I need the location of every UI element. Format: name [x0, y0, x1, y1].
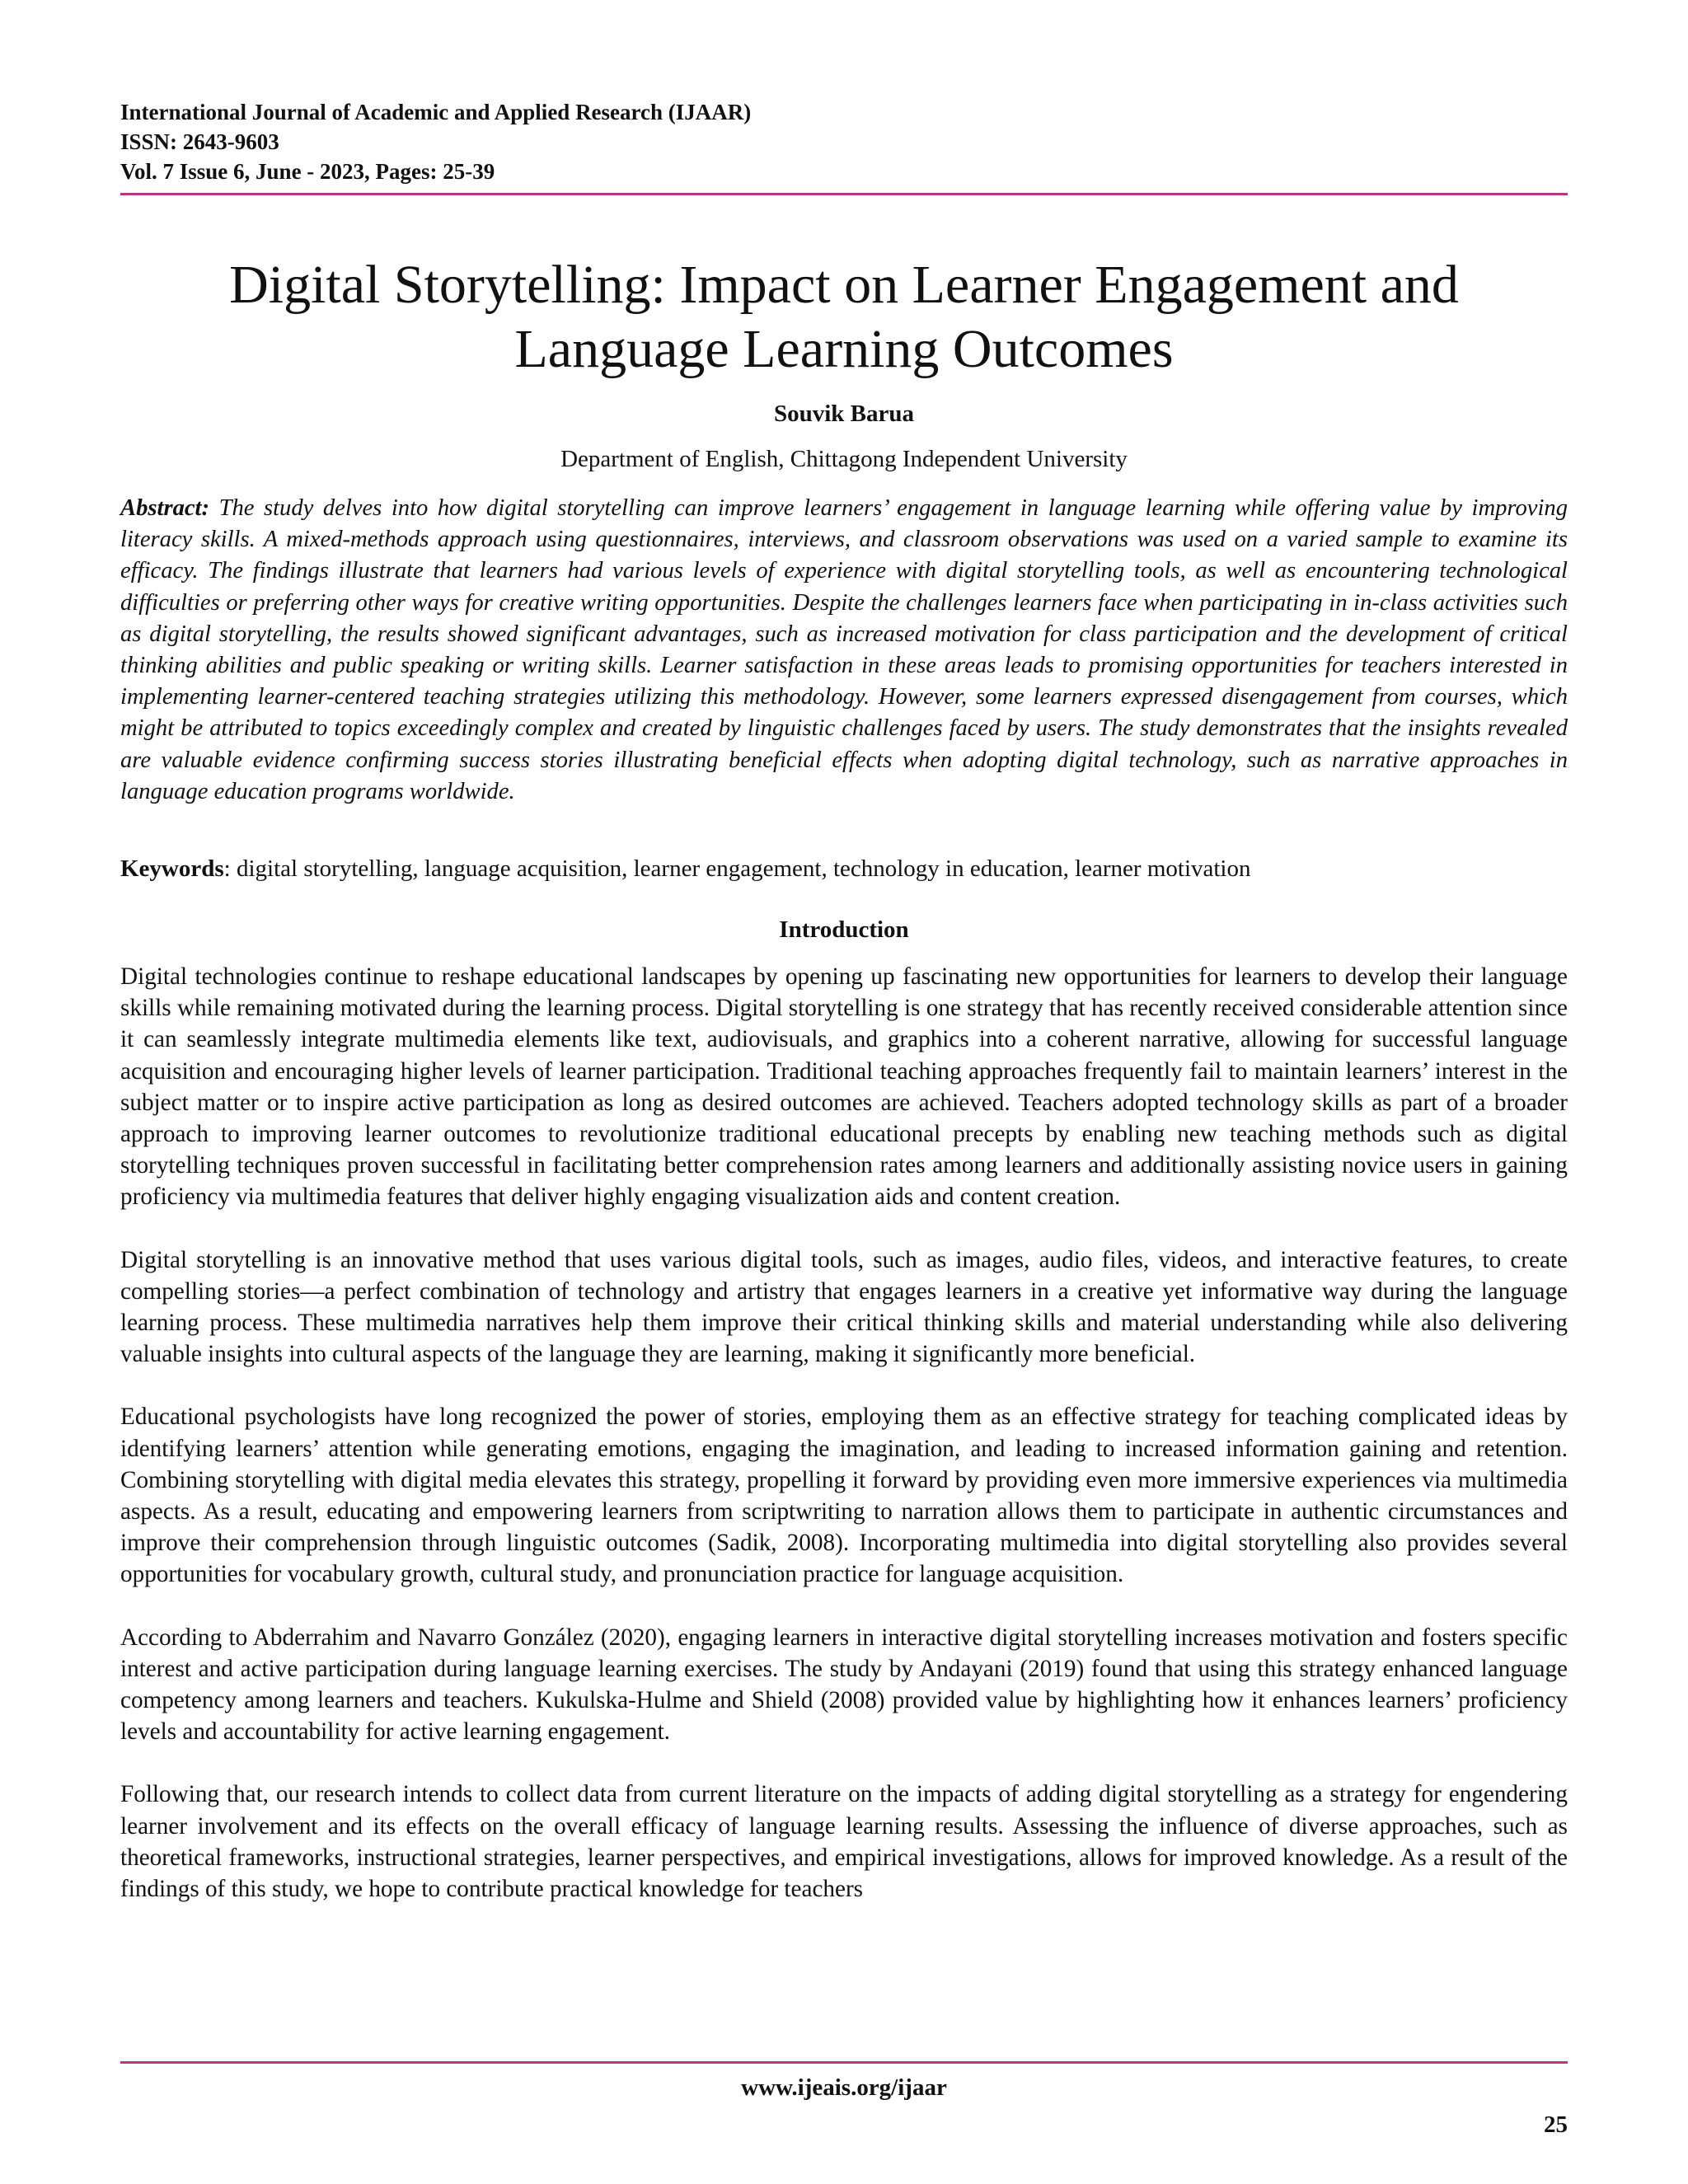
journal-name: International Journal of Academic and Applied Research (IJAAR): [120, 100, 752, 124]
section-heading-introduction: Introduction: [779, 916, 909, 943]
paragraph: Educational psychologists have long recognized the power of stories, employing them as an effective strategy for teaching complicated ideas by identifying learners’ attention while generating emotions, engaging the imagination, and leading to increased information gaining and retention. Combining storytelling with digital media elevates this strategy, propelling it forward by providing even more immersive experiences via multimedia aspects. As a result, educating and empowering learners from scriptwriting to narration allows them to participate in authentic circumstances and improve their comprehension through linguistic outcomes (Sadik, 2008). Incorporating multimedia into digital storytelling also provides several opportunities for vocabulary growth, cultural study, and pronunciation practice for language acquisition.: [120, 1404, 1568, 1588]
keywords: [120, 854, 1568, 883]
paragraph: Following that, our research intends to collect data from current literature on the impacts of adding digital storytelling as a strategy for engendering learner involvement and its effects on the overall efficacy of language learning results. Assessing the influence of diverse approaches, such as theoretical frameworks, instructional strategies, learner perspectives, and empirical investigations, allows for improved knowledge. As a result of the findings of this study, we hope to contribute practical knowledge for teachers: [120, 1781, 1568, 1903]
article-title: Digital Storytelling: Impact on Learner Engagement and Language Learning Outcomes: [229, 255, 1459, 379]
abstract: [120, 493, 1568, 808]
keywords-text: : digital storytelling, language acquisition, learner engagement, technology in education, learner motivation: [223, 855, 1251, 882]
keywords-label: Keywords: [120, 855, 224, 882]
paragraph: According to Abderrahim and Navarro González (2020), engaging learners in interactive digital storytelling increases motivation and fosters specific interest and active participation during language learning exercises. The study by Andayani (2019) found that using this strategy enhanced language competency among learners and teachers. Kukulska-Hulme and Shield (2008) provided value by highlighting how it enhances learners’ proficiency levels and accountability for active learning engagement.: [120, 1624, 1568, 1746]
running-header: [120, 97, 751, 186]
issn: ISSN: 2643-9603: [120, 129, 279, 154]
abstract-label: Abstract:: [120, 495, 210, 521]
page-number: 25: [1544, 2111, 1568, 2138]
footer-divider: [120, 2061, 1568, 2064]
author-affiliation: Department of English, Chittagong Independent University: [560, 446, 1128, 472]
introduction-body: [120, 961, 1568, 1936]
volume-issue: Vol. 7 Issue 6, June - 2023, Pages: 25-39: [120, 159, 495, 184]
abstract-text: The study delves into how digital storytelling can improve learners’ engagement in language learning while offering value by improving literacy skills. A mixed-methods approach using questionnaires, interviews, and classroom observations was used on a varied sample to examine its efficacy. The findings illustrate that learners had various levels of experience with digital storytelling tools, as well as encountering technological difficulties or preferring other ways for creative writing opportunities. Despite the challenges learners face when participating in in-class activities such as digital storytelling, the results showed significant advantages, such as increased motivation for class participation and the development of critical thinking abilities and public speaking or writing skills. Learner satisfaction in these areas leads to promising opportunities for teachers interested in implementing learner-centered teaching strategies utilizing this methodology. However, some learners expressed disengagement from courses, which might be attributed to topics exceedingly complex and created by linguistic challenges faced by users. The study demonstrates that the insights revealed are valuable evidence confirming success stories illustrating beneficial effects when adopting digital technology, such as narrative approaches in language education programs worldwide.: [120, 495, 1568, 804]
paragraph: Digital storytelling is an innovative method that uses various digital tools, such as images, audio files, videos, and interactive features, to create compelling stories—a perfect combination of technology and artistry that engages learners in a creative yet informative way during the language learning process. These multimedia narratives help them improve their critical thinking skills and material understanding while also delivering valuable insights into cultural aspects of the language they are learning, making it significantly more beneficial.: [120, 1246, 1568, 1368]
footer-url: www.ijeais.org/ijaar: [741, 2074, 947, 2101]
paragraph: Digital technologies continue to reshape educational landscapes by opening up fascinating new opportunities for learners to develop their language skills while remaining motivated during the learning process. Digital storytelling is one strategy that has recently received considerable attention since it can seamlessly integrate multimedia elements like text, audiovisuals, and graphics into a coherent narrative, allowing for successful language acquisition and encouraging higher levels of learner participation. Traditional teaching approaches frequently fail to maintain learners’ interest in the subject matter or to inspire active participation as long as desired outcomes are achieved. Teachers adopted technology skills as part of a broader approach to improving learner outcomes to revolutionize traditional educational precepts by enabling new teaching methods such as digital storytelling techniques proven successful in facilitating better comprehension rates among learners and additionally assisting novice users in gaining proficiency via multimedia features that deliver highly engaging visualization aids and content creation.: [120, 963, 1568, 1211]
author-name: Souvik Barua: [773, 401, 915, 427]
header-divider: [120, 193, 1568, 195]
